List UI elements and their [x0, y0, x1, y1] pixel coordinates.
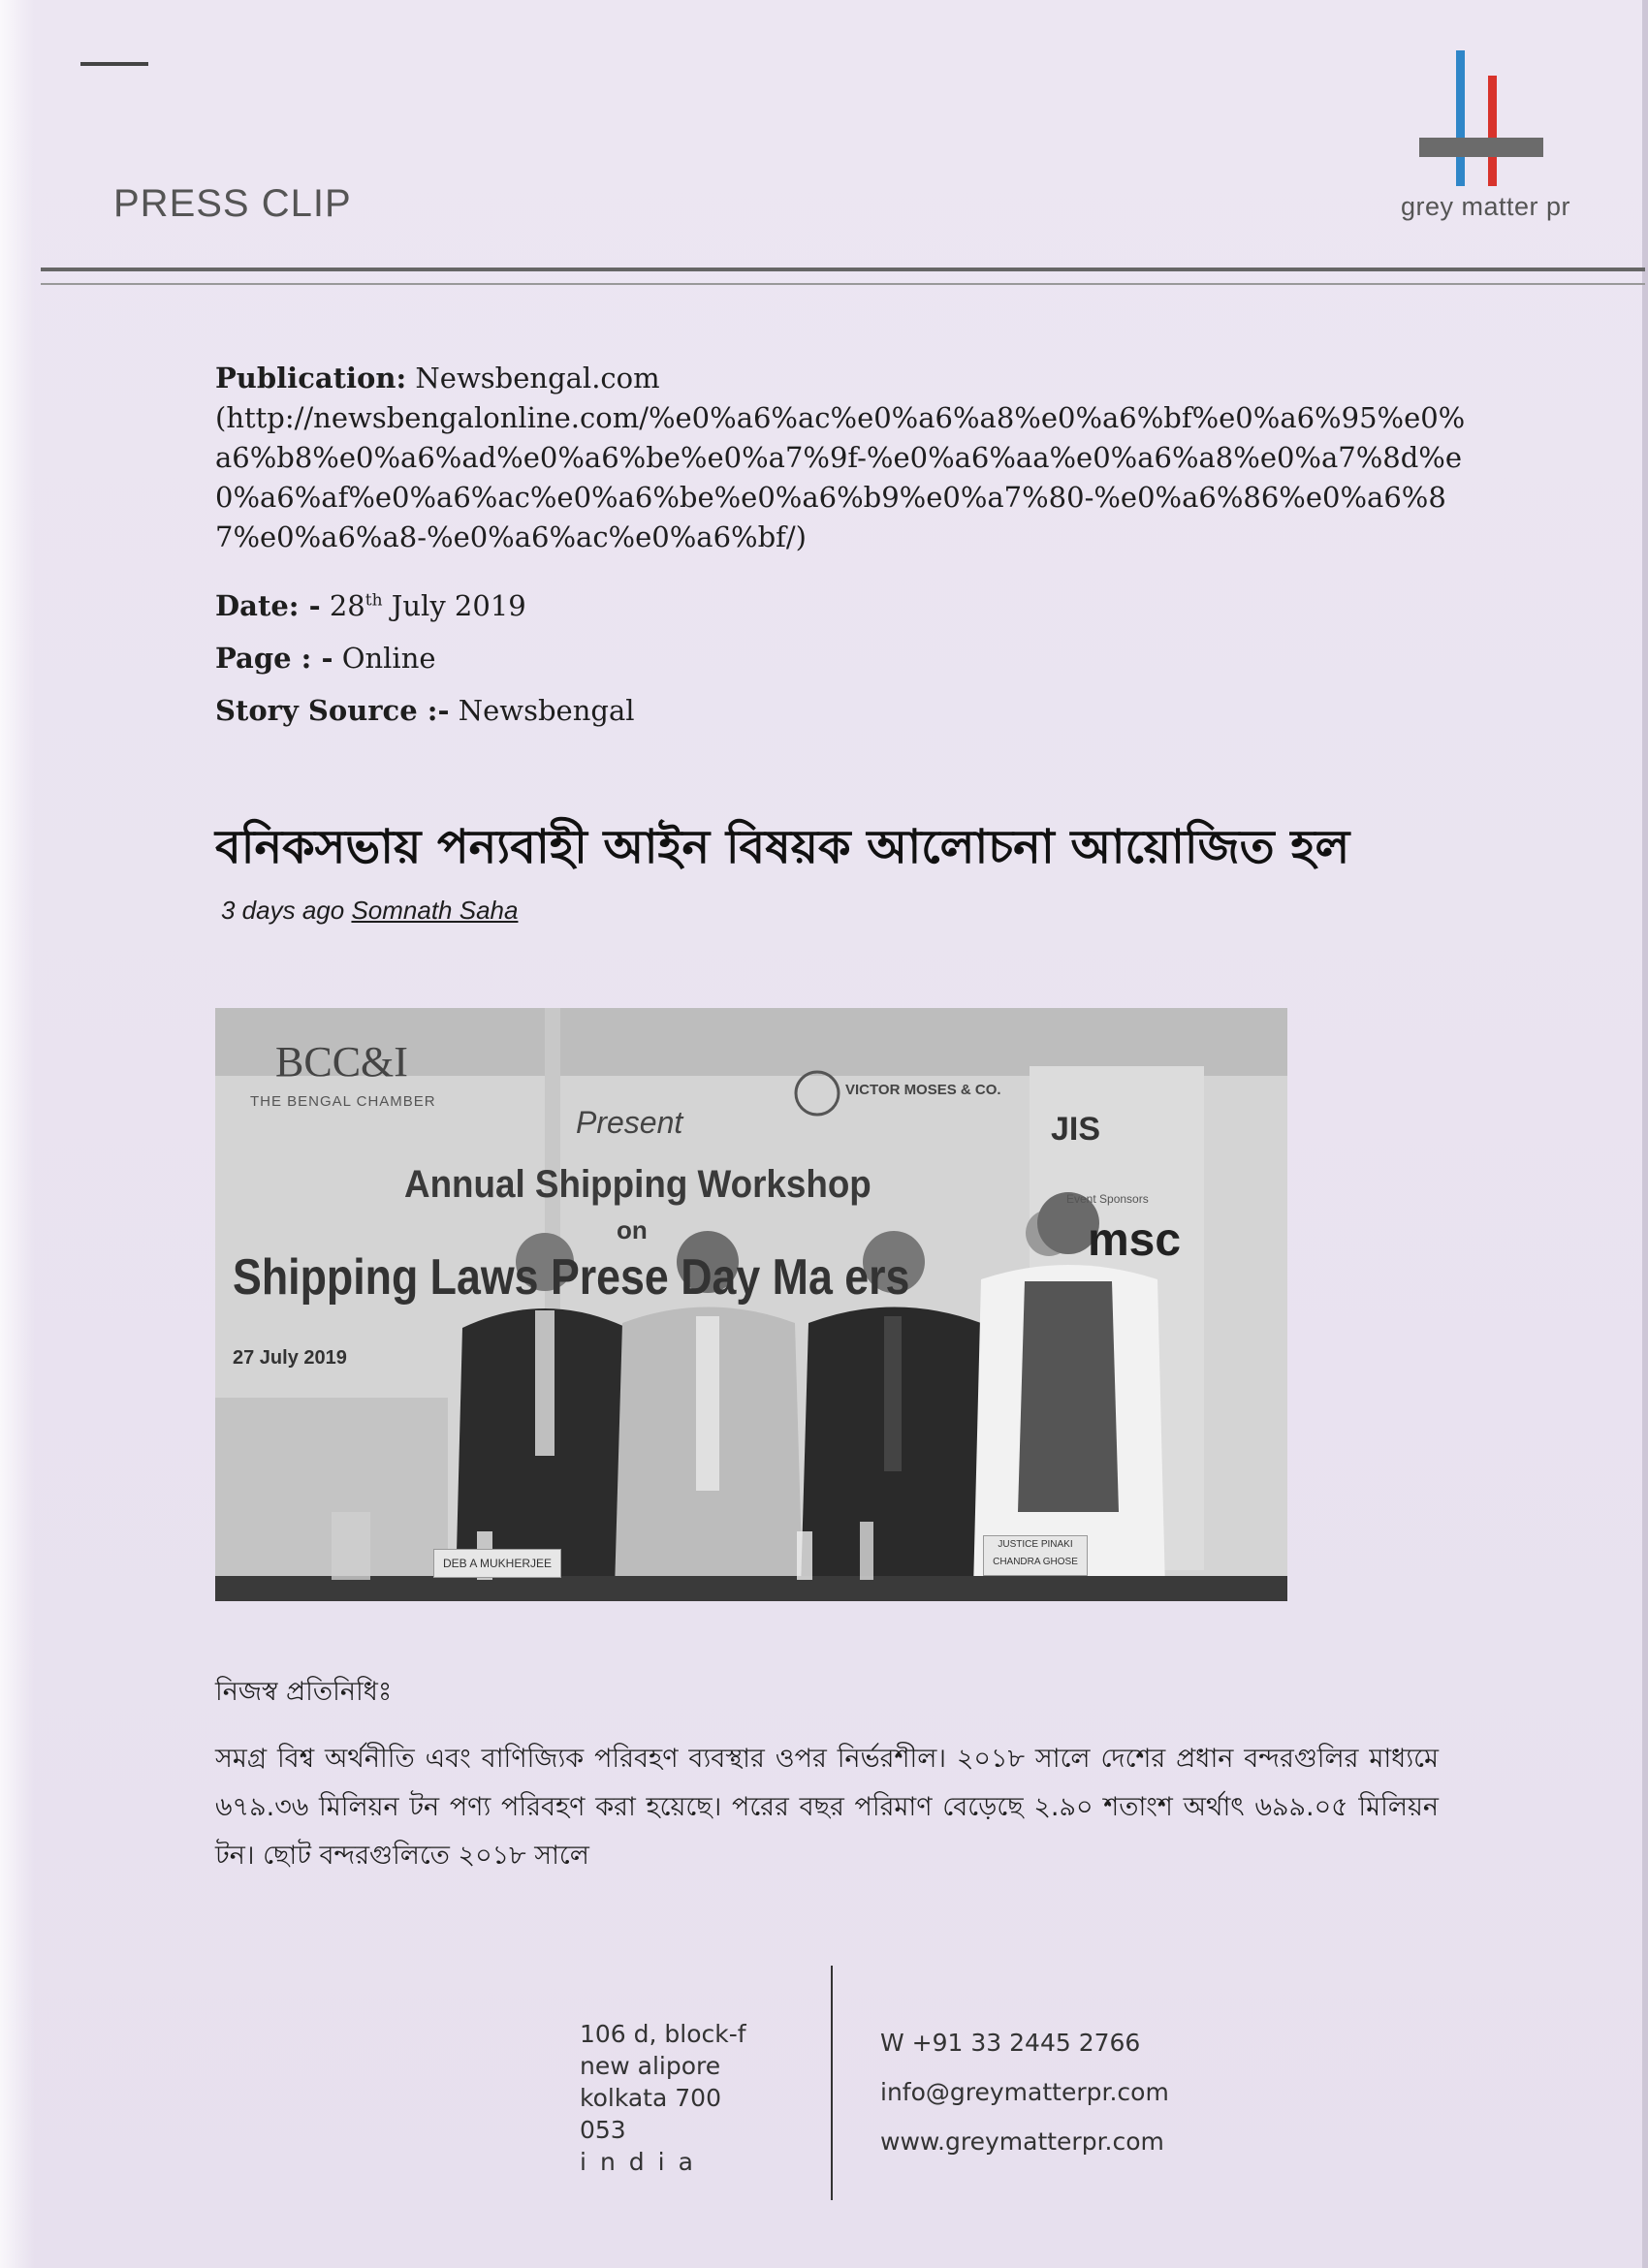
- address-line-1: 106 d, block-f: [580, 2020, 746, 2048]
- photo-banner-line2: Shipping Laws Prese Day Ma ers: [233, 1249, 910, 1306]
- photo-banner-date: 27 July 2019: [233, 1347, 347, 1369]
- publication-url[interactable]: (http://newsbengalonline.com/%e0%a6%ac%e0%a6%a8%e0%a6%bf%e0%a6%95%e0%a6%b8%e0%a6%ad%e0%a6%be%e0%a7%9f-%e0%a6%aa%e0%a6%a8%e0%a7%8d%e0%a6%af%e0%a6%ac%e0%a6%be%e0%a6%b9%e0%a7%80-%e0%a6%86%e0%a6%87%e0%a6%a8-%e0%a6%ac%e0%a6%bf/): [215, 401, 1466, 553]
- grey-matter-logo: [1396, 48, 1570, 221]
- photo-nameplate-right: JUSTICE PINAKI CHANDRA GHOSE: [983, 1535, 1088, 1576]
- source-label: Story Source :-: [215, 694, 450, 727]
- publication-value: Newsbengal.com: [415, 362, 660, 394]
- footer-divider: [831, 1966, 833, 2200]
- article-headline: বনিকসভায় পন্যবাহী আইন বিষয়ক আলোচনা আয়োজিত হল: [215, 820, 1350, 874]
- paper-edge-left: [0, 0, 35, 2268]
- posted-time: 3 days ago: [221, 896, 345, 925]
- photo-bcc-logo: BCC&I: [275, 1038, 408, 1086]
- photo-banner-on: on: [617, 1215, 648, 1244]
- paper-edge-right: [1642, 0, 1648, 2268]
- photo-sponsor-text: VICTOR MOSES & CO.: [845, 1082, 1001, 1098]
- page-row: [215, 642, 436, 675]
- date-rest: July 2019: [391, 589, 526, 622]
- brand-name: grey matter pr: [1400, 192, 1570, 221]
- source-value: Newsbengal: [458, 694, 635, 727]
- article-byline: [221, 896, 518, 926]
- photo-event-sponsors: Event Sponsors: [1066, 1192, 1149, 1206]
- date-label: Date: -: [215, 589, 321, 622]
- date-day: 28: [329, 589, 365, 622]
- header-rule: [41, 268, 1645, 271]
- author-link[interactable]: Somnath Saha: [351, 896, 519, 925]
- footer-website[interactable]: www.greymatterpr.com: [880, 2127, 1164, 2156]
- date-row: [215, 589, 526, 622]
- grey-matter-logo-icon: [1415, 48, 1551, 189]
- photo-msc-logo: msc: [1088, 1214, 1182, 1266]
- photo-present-text: Present: [576, 1105, 683, 1140]
- address-line-4: india: [580, 2148, 707, 2176]
- date-suffix: th: [364, 590, 383, 611]
- event-photo: [215, 1008, 1287, 1601]
- publication-block: [215, 359, 1466, 557]
- address-line-3: kolkata 700 053: [580, 2084, 721, 2144]
- reporter-label: নিজস্ব প্রতিনিধিঃ: [215, 1677, 393, 1707]
- press-clip-label: PRESS CLIP: [113, 182, 352, 225]
- address-line-2: new alipore: [580, 2052, 721, 2080]
- page-value: Online: [341, 642, 436, 675]
- photo-jis-logo: JIS: [1051, 1111, 1101, 1148]
- footer-email[interactable]: info@greymatterpr.com: [880, 2078, 1169, 2106]
- footer-phone: W +91 33 2445 2766: [880, 2029, 1141, 2057]
- photo-banner-line1: Annual Shipping Workshop: [404, 1163, 872, 1206]
- corner-mark: [80, 62, 148, 66]
- page-label: Page : -: [215, 642, 333, 675]
- source-row: [215, 694, 635, 727]
- article-body: সমগ্র বিশ্ব অর্থনীতি এবং বাণিজ্যিক পরিবহণ ব্যবস্থার ওপর নির্ভরশীল। ২০১৮ সালে দেশের প্রধান বন্দরগুলির মাধ্যমে ৬৭৯.৩৬ মিলিয়ন টন পণ্য পরিবহণ করা হয়েছে। পরের বছর পরিমাণ বেড়েছে ২.৯০ শতাংশ অর্থাৎ ৬৯৯.০৫ মিলিয়ন টন। ছোট বন্দরগুলিতে ২০১৮ সালে: [215, 1744, 1439, 1871]
- photo-chamber-text: THE BENGAL CHAMBER: [250, 1093, 436, 1110]
- header-rule-thin: [41, 283, 1645, 285]
- photo-nameplate-left: DEB A MUKHERJEE: [433, 1549, 561, 1578]
- publication-label: Publication:: [215, 362, 407, 394]
- footer-address: [580, 2018, 774, 2178]
- footer-contact: [880, 2018, 1169, 2166]
